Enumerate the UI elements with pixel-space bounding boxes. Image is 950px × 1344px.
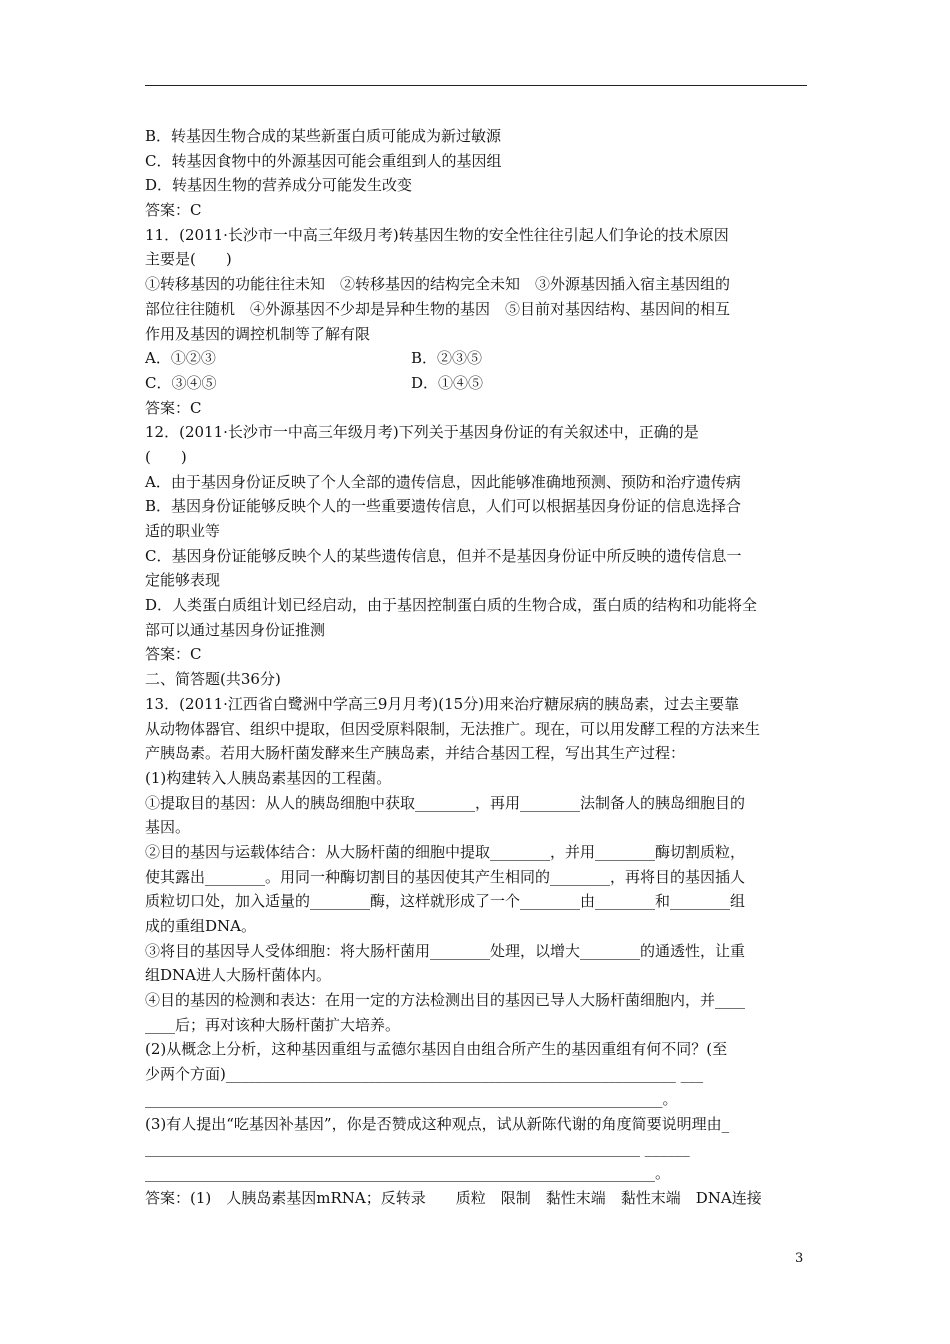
text-line: 部可以通过基因身份证推测	[145, 620, 326, 639]
text-line: 少两个方面)____________________________________________________________ ___	[145, 1065, 704, 1084]
option-b: B．②③⑤	[411, 349, 483, 368]
text-line: D．人类蛋白质组计划已经启动，由于基因控制蛋白质的生物合成，蛋白质的结构和功能将全	[145, 596, 758, 615]
text-line: 使其露出________。用同一种酶切割目的基因使其产生相同的________，再将目的基因插人	[145, 867, 746, 886]
text-line: 产胰岛素。若用大肠杆菌发酵来生产胰岛素，并结合基因工程，写出其生产过程：	[145, 744, 686, 763]
header-rule	[145, 85, 807, 86]
text-line: D．转基因生物的营养成分可能发生改变	[145, 176, 413, 195]
text-line: 成的重组DNA。	[145, 917, 256, 935]
text-line: ①提取目的基因：从人的胰岛细胞中获取________，再用________法制备人的胰岛细胞目的	[145, 793, 746, 812]
text-line: ____________________________________________________________________。	[145, 1163, 671, 1182]
text-line: 定能够表现	[145, 571, 221, 590]
page-number: 3	[795, 1251, 804, 1266]
text-line: B．基因身份证能够反映个人的一些重要遗传信息，人们可以根据基因身份证的信息选择合	[145, 497, 742, 516]
text-line: 质粒切口处，加入适量的________酶，这样就形成了一个________由________和________组	[145, 892, 746, 911]
text-line: A．由于基因身份证反映了个人全部的遗传信息，因此能够准确地预测、预防和治疗遗传病	[145, 472, 741, 491]
answer-line: 答案：C	[145, 201, 202, 220]
text-line: ③将目的基因导人受体细胞：将大肠杆菌用________处理，以增大________的通透性，让重	[145, 941, 746, 960]
text-line: ____后；再对该种大肠杆菌扩大培养。	[145, 1015, 401, 1034]
text-line: __________________________________________________________________ ______	[145, 1139, 690, 1158]
section-heading: 二、简答题(共36分)	[145, 670, 281, 689]
text-line: 部位往往随机 ④外源基因不少却是异种生物的基因 ⑤目前对基因结构、基因间的相互	[145, 299, 731, 318]
option-c: C．③④⑤	[145, 373, 217, 392]
question-12-stem: 12．(2011·长沙市一中高三年级月考)下列关于基因身份证的有关叙述中，正确的是	[145, 423, 699, 442]
text-line: B．转基因生物合成的某些新蛋白质可能成为新过敏源	[145, 127, 502, 145]
text-line: ②目的基因与运载体结合：从大肠杆菌的细胞中提取________，并用________酶切割质粒，	[145, 842, 746, 861]
text-line: ①转移基因的功能往往未知 ②转移基因的结构完全未知 ③外源基因插入宿主基因组的	[145, 275, 731, 294]
option-a: A．①②③	[145, 349, 216, 368]
question-13-stem: 13．(2011·江西省白鹭洲中学高三9月月考)(15分)用来治疗糖尿病的胰岛素，过去主要靠	[145, 694, 740, 713]
text-line: 组DNA进人大肠杆菌体内。	[145, 966, 331, 985]
text-line: (1)构建转入人胰岛素基因的工程菌。	[145, 768, 392, 787]
q11-options-row	[145, 371, 807, 396]
question-11-stem: 11．(2011·长沙市一中高三年级月考)转基因生物的安全性往往引起人们争论的技术原因	[145, 225, 729, 244]
text-line: 适的职业等	[145, 522, 221, 540]
q11-options-row	[145, 346, 807, 371]
answer-line: 答案：(1) 人胰岛素基因mRNA；反转录 质粒 限制 黏性末端 黏性末端 DNA连接	[145, 1188, 762, 1207]
text-line: 作用及基因的调控机制等了解有限	[145, 324, 371, 343]
text-line: (2)从概念上分析，这种基因重组与孟德尔基因自由组合所产生的基因重组有何不同？(至	[145, 1040, 728, 1059]
text-line: C．基因身份证能够反映个人的某些遗传信息，但并不是基因身份证中所反映的遗传信息一	[145, 546, 742, 565]
text-line: 基因。	[145, 818, 191, 837]
answer-line: 答案：C	[145, 398, 202, 417]
text-line: 主要是( )	[145, 250, 232, 269]
text-line: 从动物体器官、组织中提取，但因受原料限制，无法推广。现在，可以用发酵工程的方法来生	[145, 719, 761, 738]
answer-line: 答案：C	[145, 645, 202, 664]
document-body	[145, 124, 807, 1210]
text-line: ( )	[145, 447, 187, 466]
text-line: _____________________________________________________________________。	[145, 1089, 678, 1108]
text-line: (3)有人提出“吃基因补基因”，你是否赞成这种观点，试从新陈代谢的角度简要说明理由_	[145, 1114, 730, 1133]
text-line: ④目的基因的检测和表达：在用一定的方法检测出目的基因已导人大肠杆菌细胞内，并____	[145, 991, 746, 1010]
text-line: C．转基因食物中的外源基因可能会重组到人的基因组	[145, 151, 502, 170]
option-d: D．①④⑤	[411, 373, 484, 392]
